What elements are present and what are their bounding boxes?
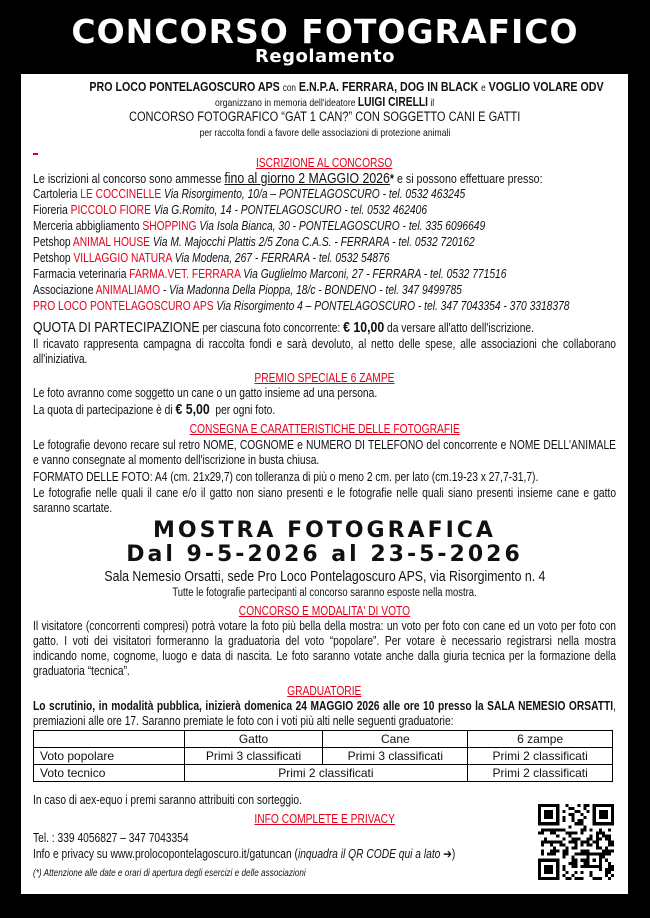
poster-body: [21, 74, 628, 894]
shop-name: VILLAGGIO NATURA: [73, 251, 172, 265]
table-cell: Primi 3 classificati: [184, 748, 323, 765]
table-row: [34, 765, 613, 782]
table-header-cell: Cane: [323, 731, 468, 748]
graduatorie-table: [33, 730, 613, 782]
shop-type: Cartoleria: [33, 187, 78, 201]
table-header-cell: 6 zampe: [468, 731, 613, 748]
mostra-note-line: [33, 586, 616, 601]
shop-item: [33, 235, 616, 250]
shop-item: [33, 299, 616, 314]
exequo-line: [33, 793, 616, 808]
premio-amount: € 5,00: [175, 401, 210, 418]
premio-heading-text: PREMIO SPECIALE 6 ZAMPE: [254, 371, 395, 385]
arrow-right-icon: ➔: [443, 847, 452, 861]
formato-text: FORMATO DELLE FOTO: A4 (cm. 21x29,7) con tolleranza di più o meno 2 cm. per lato (cm.19-23 x 27,7-31,7).: [33, 470, 539, 484]
mostra-venue: Sala Nemesio Orsatti, sede Pro Loco Pontelagoscuro APS, via Risorgimento n. 4: [104, 568, 545, 585]
lead-post: e si possono effettuare presso:: [396, 171, 543, 186]
premio-quota-pre: La quota di partecipazione è di: [33, 403, 173, 417]
shop-address: Via M. Majocchi Plattis 2/5 Zona C.A.S. - FERRARA - tel. 0532 720162: [152, 235, 475, 249]
iscrizione-heading-text: ISCRIZIONE AL CONCORSO: [256, 156, 393, 170]
graduatorie-heading-text: GRADUATORIE: [287, 684, 362, 698]
intro-line-1: [33, 79, 616, 96]
premio-line-1: [33, 386, 616, 401]
table-header-cell: [34, 731, 185, 748]
quota-line: [33, 320, 616, 336]
shop-name: LE COCCINELLE: [80, 187, 162, 201]
table-row: [34, 748, 613, 765]
contest-name: CONCORSO FOTOGRAFICO “GAT 1 CAN?” CON SOGGETTO CANI E GATTI: [128, 109, 521, 124]
tel-line: [33, 831, 616, 846]
row-label: Voto tecnico: [34, 765, 185, 782]
tel-text: Tel. : 339 4056827 – 347 7043354: [33, 831, 189, 845]
consegna-heading-text: CONSEGNA E CARATTERISTICHE DELLE FOTOGRAFIE: [189, 422, 460, 436]
quota-amount: € 10,00: [343, 319, 385, 336]
privacy-close: ): [451, 847, 456, 861]
intro-org: PRO LOCO PONTELAGOSCURO APS: [89, 79, 280, 94]
shop-item: [33, 283, 616, 298]
intro-e: e: [481, 83, 486, 94]
shop-address: Via Guglielmo Marconi, 27 - FERRARA - tel. 0532 771516: [243, 267, 507, 281]
footnote-line: [33, 866, 616, 881]
shop-name: ANIMAL HOUSE: [72, 235, 151, 249]
shop-address: Via G.Romito, 14 - PONTELAGOSCURO - tel. 0532 462406: [153, 203, 428, 217]
shop-name: FARMA.VET. FERRARA: [129, 267, 241, 281]
shop-address: Via Modena, 267 - FERRARA - tel. 0532 54876: [174, 251, 390, 265]
shop-address: Via Isola Bianca, 30 - PONTELAGOSCURO - tel. 335 6096649: [199, 219, 486, 233]
quota-label: QUOTA DI PARTECIPAZIONE: [33, 319, 200, 336]
shop-item: [33, 251, 616, 266]
table-cell: Primi 3 classificati: [323, 748, 468, 765]
quota-mid: per ciascuna foto concorrente:: [202, 321, 341, 335]
shop-name: PICCOLO FIORE: [70, 203, 151, 217]
table-cell-merged: Primi 2 classificati: [184, 765, 468, 782]
lead-pre: Le iscrizioni al concorso sono ammesse: [33, 171, 222, 186]
table-cell: Primi 2 classificati: [468, 748, 613, 765]
poster-subtitle: Regolamento: [255, 46, 395, 67]
poster-title: CONCORSO FOTOGRAFICO: [71, 12, 579, 51]
consegna-heading: [33, 422, 616, 437]
deadline-date: fino al giorno 2 MAGGIO 2026: [224, 170, 390, 187]
consegna-p2: [33, 470, 616, 485]
voto-text: Il visitatore (concorrenti compresi) potrà votare la foto più bella della mostra: un voto per foto con cane ed un voto per foto con gatto. I voti dei visitatori formeranno la graduatoria del voto “popolare”. Per votare è necessario registrarsi nella mostra indicando nome, cognome, luogo e data di nascita. Le foto saranno votate anche dalla giuria tecnica per la formazione della graduatoria “tecnica”.: [33, 619, 617, 678]
shop-item: [33, 187, 616, 202]
shop-name: ANIMALIAMO: [95, 283, 161, 297]
footnote-text: (*) Attenzione alle date e orari di apertura degli esercizi e delle associazioni: [33, 868, 306, 879]
shop-item: [33, 219, 616, 234]
shop-type: Fioreria: [33, 203, 68, 217]
premio-quota-post: per ogni foto.: [215, 403, 276, 417]
voto-heading: [33, 604, 616, 619]
mostra-dates: Dal 9-5-2026 al 23-5-2026: [126, 542, 523, 567]
deadline-star: *: [389, 171, 395, 186]
privacy-hint: inquadra il QR CODE qui a lato: [297, 847, 441, 861]
exequo-text: In caso di aex-equo i premi saranno attribuiti con sorteggio.: [33, 793, 302, 807]
shop-item: [33, 267, 616, 282]
shop-name: PRO LOCO PONTELAGOSCURO APS: [33, 299, 214, 313]
premio-heading: [33, 371, 616, 386]
privacy-line: [33, 847, 616, 862]
scrutinio-bold: Lo scrutinio, in modalità pubblica, inizierà domenica 24 MAGGIO 2026 alle ore 10 presso la SALA NEMESIO ORSATTI: [33, 699, 614, 713]
shop-address: Via Risorgimento, 10/a – PONTELAGOSCURO - tel. 0532 463245: [164, 187, 466, 201]
mostra-note: Tutte le fotografie partecipanti al concorso saranno esposte nella mostra.: [172, 587, 477, 599]
premio-line-2: [33, 402, 616, 418]
row-label: Voto popolare: [34, 748, 185, 765]
shop-type: Petshop: [33, 235, 71, 249]
shop-address: Via Risorgimento 4 – PONTELAGOSCURO - tel. 347 7043354 - 370 3318378: [216, 299, 570, 313]
ricavato-text: Il ricavato rappresenta campagna di raccolta fondi e sarà devoluto, al netto delle spese, alle associazioni che collaborano all'iniziativa.: [33, 337, 617, 366]
intro-partner2: VOGLIO VOLARE ODV: [488, 79, 604, 94]
shop-type: Petshop: [33, 251, 71, 265]
scrutinio-rest: , premiazioni alle ore 17. Saranno premiate le foto con i voti più alti nelle seguenti graduatorie:: [33, 699, 617, 728]
intro-line-4: [33, 126, 616, 141]
intro-line-3: [33, 109, 616, 124]
mostra-venue-line: [33, 568, 616, 585]
consegna-p3: Le fotografie nelle quali il cane e/o il gatto non siano presenti e le fotografie nelle quali siano presenti insieme cane e gatto saranno scartate.: [33, 486, 617, 515]
shop-item: [33, 203, 616, 218]
table-cell: Primi 2 classificati: [468, 765, 613, 782]
qr-code-icon[interactable]: [538, 803, 614, 881]
intro-name: LUIGI CIRELLI: [357, 95, 428, 109]
graduatorie-heading: [33, 684, 616, 699]
iscrizione-lead: [33, 171, 616, 186]
intro-memoria: organizzano in memoria dell'ideatore: [214, 97, 356, 109]
intro-partners: E.N.P.A. FERRARA, DOG IN BLACK: [298, 79, 479, 94]
shop-name: SHOPPING: [142, 219, 197, 233]
intro-il: il: [430, 97, 435, 109]
info-heading: [33, 812, 616, 827]
consegna-p1: Le fotografie devono recare sul retro NOME, COGNOME e NUMERO DI TELEFONO del concorrente e NOME DELL'ANIMALE e vanno consegnate al momento dell'iscrizione in busta chiusa.: [33, 438, 617, 467]
shop-type: Associazione: [33, 283, 94, 297]
iscrizione-heading: [33, 156, 616, 171]
quota-post: da versare all'atto dell'iscrizione.: [387, 321, 534, 335]
shop-address: - Via Madonna Della Pioppa, 18/c - BONDENO - tel. 347 9499785: [162, 283, 462, 297]
shop-type: Farmacia veterinaria: [33, 267, 127, 281]
table-header-row: [34, 731, 613, 748]
mostra-title: MOSTRA FOTOGRAFICA: [153, 518, 496, 543]
voto-heading-text: CONCORSO E MODALITA' DI VOTO: [238, 604, 411, 618]
table-header-cell: Gatto: [184, 731, 323, 748]
scrutinio-text: [33, 699, 616, 729]
shop-type: Merceria abbigliamento: [33, 219, 140, 233]
premio-text: Le foto avranno come soggetto un cane o un gatto insieme ad una persona.: [33, 386, 378, 400]
red-dash: [33, 153, 38, 155]
intro-purpose: per raccolta fondi a favore delle associazioni di protezione animali: [199, 127, 450, 139]
info-heading-text: INFO COMPLETE E PRIVACY: [254, 812, 395, 826]
intro-con: con: [282, 83, 296, 94]
privacy-url[interactable]: Info e privacy su www.prolocopontelagoscuro.it/gatuncan (: [33, 847, 298, 861]
